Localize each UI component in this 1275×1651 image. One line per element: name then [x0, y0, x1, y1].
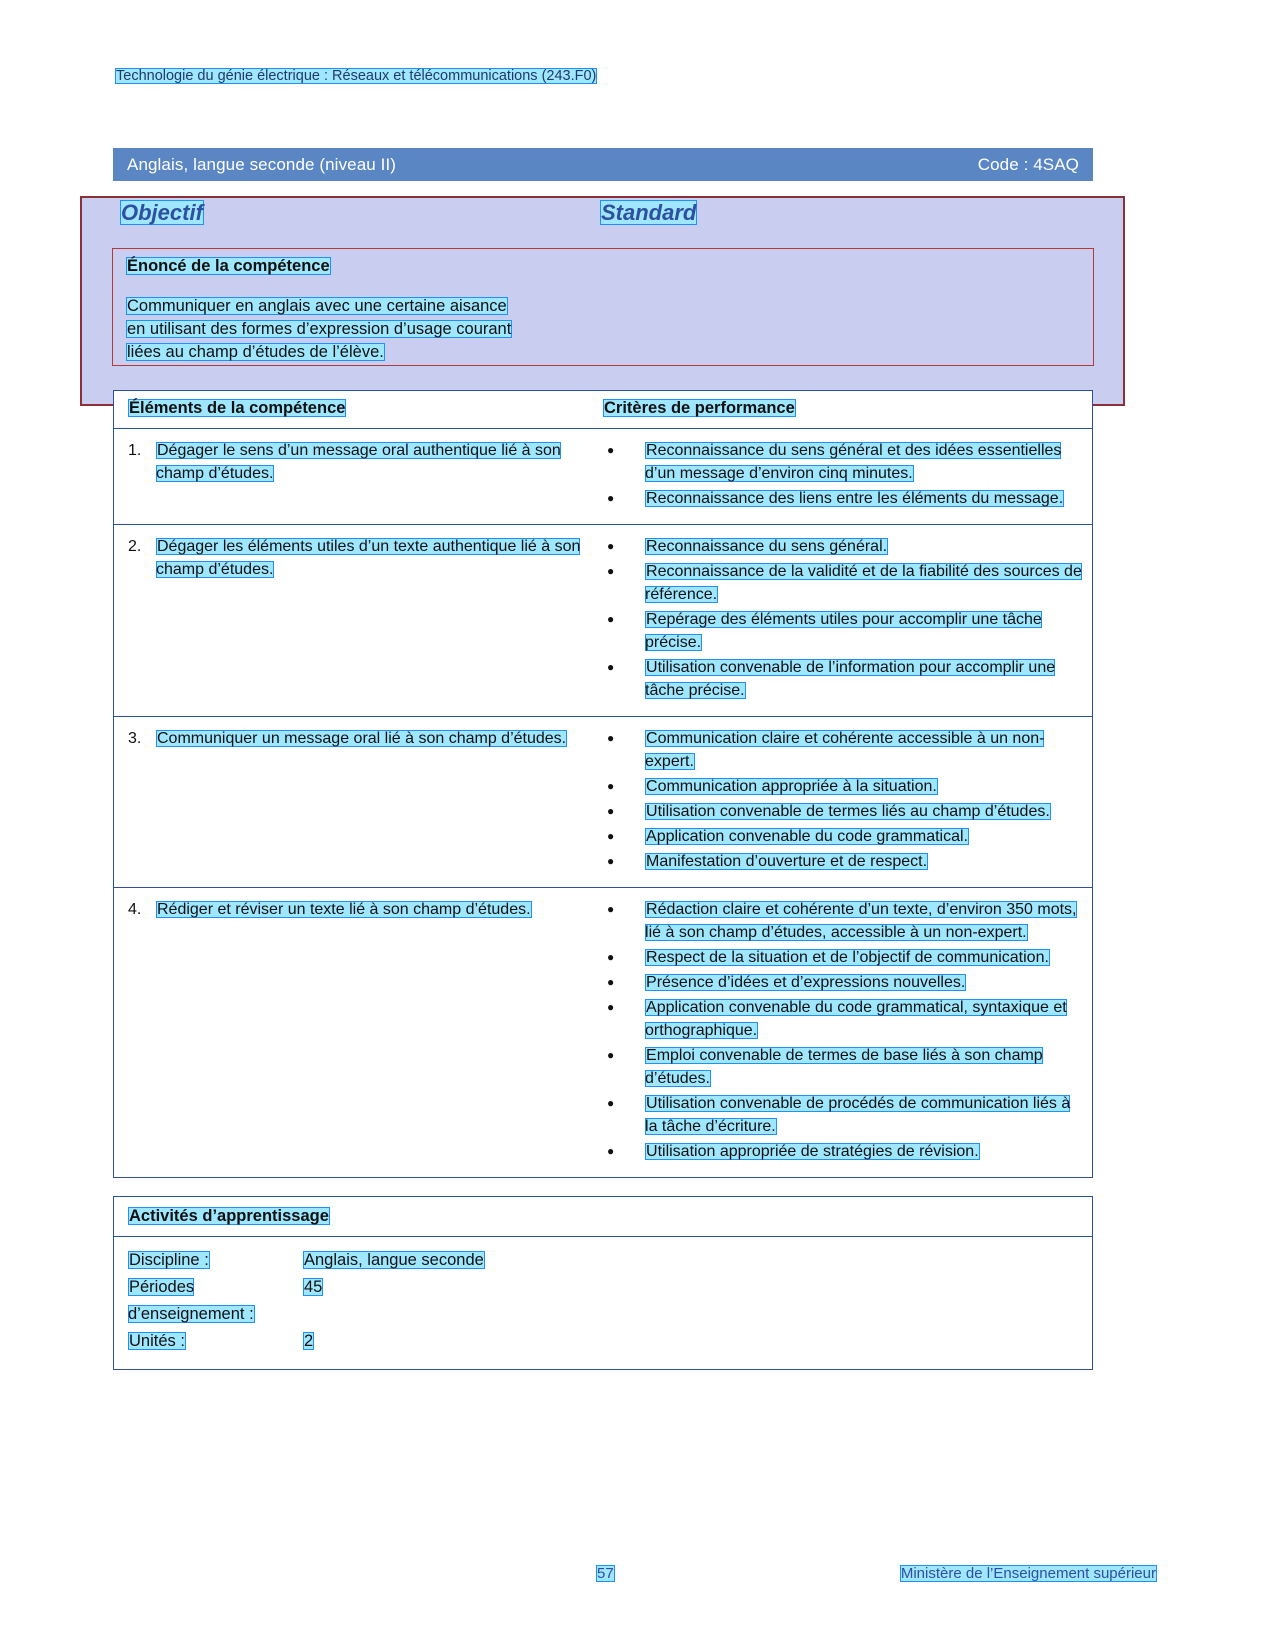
bullet-icon: ●: [607, 1048, 615, 1062]
element-number: 3.: [128, 730, 142, 747]
element-text: Dégager les éléments utiles d’un texte authentique lié à son champ d’études.: [156, 538, 581, 578]
element-cell: [114, 717, 603, 887]
criterion-text: Utilisation convenable de termes liés au champ d’études.: [646, 803, 1050, 820]
bullet-icon: ●: [607, 660, 615, 674]
criterion-text: Reconnaissance de la validité et de la fiabilité des sources de référence.: [645, 563, 1082, 603]
page-number: 57: [597, 1564, 614, 1582]
list-item: [603, 535, 1082, 558]
competency-table: [113, 390, 1093, 1178]
bullet-icon: ●: [607, 950, 615, 964]
bullet-icon: ●: [607, 804, 615, 818]
objectif-heading: [120, 200, 600, 226]
competency-statement-line: en utilisant des formes d’expression d’usage courant: [127, 320, 512, 338]
units-value: 2: [304, 1332, 314, 1350]
list-item: [603, 775, 1082, 798]
criteria-list: [603, 535, 1082, 702]
list-item: [603, 487, 1082, 510]
course-title-bar: [113, 148, 1093, 181]
criterion-text: Utilisation convenable de procédés de communication liés à la tâche d’écriture.: [645, 1095, 1071, 1135]
course-title: Anglais, langue seconde (niveau II): [127, 154, 397, 174]
list-item: [603, 1044, 1082, 1090]
criterion-text: Application convenable du code grammatical, syntaxique et orthographique.: [645, 999, 1067, 1039]
element-cell: [114, 888, 603, 1177]
competency-statement-line: liées au champ d’études de l’élève.: [127, 343, 384, 361]
table-row: [114, 429, 1092, 525]
objectif-heading-text: Objectif: [121, 200, 203, 225]
column-header-criteria: [603, 391, 1092, 428]
competency-statement-line: Communiquer en anglais avec une certaine aisance: [127, 297, 507, 315]
bullet-icon: ●: [607, 779, 615, 793]
criteria-cell: [603, 888, 1092, 1177]
criteria-list: [603, 898, 1082, 1163]
element-number: 2.: [128, 538, 142, 555]
course-code: Code : 4SAQ: [977, 154, 1079, 174]
bullet-icon: ●: [607, 491, 615, 505]
bullet-icon: ●: [607, 1144, 615, 1158]
list-item: [603, 727, 1082, 773]
criterion-text: Emploi convenable de termes de base liés à son champ d’études.: [645, 1047, 1043, 1087]
list-item: [603, 1140, 1082, 1163]
criterion-text: Reconnaissance du sens général.: [646, 538, 888, 555]
criterion-text: Reconnaissance des liens entre les éléments du message.: [646, 490, 1064, 507]
bullet-icon: ●: [607, 564, 615, 578]
list-item: [603, 996, 1082, 1042]
discipline-row: [128, 1247, 1078, 1274]
program-header-text: Technologie du génie électrique : Réseaux et télécommunications (243.F0): [116, 68, 597, 84]
ministry-name: Ministère de l’Enseignement supérieur: [900, 1564, 1156, 1582]
objective-standard-headings: [120, 200, 1110, 226]
criterion-text: Communication claire et cohérente accessible à un non-expert.: [645, 730, 1045, 770]
column-header-elements: [114, 391, 603, 428]
criterion-text: Utilisation appropriée de stratégies de révision.: [646, 1143, 979, 1160]
learning-activities-title: [114, 1197, 1092, 1237]
periods-value: 45: [304, 1278, 323, 1296]
element-number: 4.: [128, 901, 142, 918]
bullet-icon: ●: [607, 443, 615, 457]
program-header-note: [115, 68, 597, 84]
element-text: Communiquer un message oral lié à son champ d’études.: [157, 730, 567, 747]
criteria-list: [603, 727, 1082, 873]
standard-heading-text: Standard: [601, 200, 697, 225]
element-text: Dégager le sens d’un message oral authentique lié à son champ d’études.: [156, 442, 561, 482]
discipline-label: Discipline :: [129, 1251, 209, 1269]
table-row: [114, 525, 1092, 717]
standard-heading: [600, 200, 697, 226]
element-cell: [114, 429, 603, 524]
bullet-icon: ●: [607, 975, 615, 989]
criteria-cell: [603, 717, 1092, 887]
bullet-icon: ●: [607, 1096, 615, 1110]
bullet-icon: ●: [607, 731, 615, 745]
criterion-text: Communication appropriée à la situation.: [646, 778, 937, 795]
learning-activities-body: [114, 1237, 1092, 1369]
bullet-icon: ●: [607, 1000, 615, 1014]
criterion-text: Utilisation convenable de l’information pour accomplir une tâche précise.: [645, 659, 1056, 699]
table-row: [114, 717, 1092, 888]
element-text: Rédiger et réviser un texte lié à son champ d’études.: [157, 901, 531, 918]
list-item: [603, 656, 1082, 702]
bullet-icon: ●: [607, 612, 615, 626]
bullet-icon: ●: [607, 854, 615, 868]
learning-activities-box: [113, 1196, 1093, 1370]
list-item: [603, 800, 1082, 823]
column-header-elements-text: Éléments de la compétence: [129, 399, 346, 417]
criterion-text: Respect de la situation et de l’objectif de communication.: [646, 949, 1049, 966]
discipline-value: Anglais, langue seconde: [304, 1251, 484, 1269]
list-item: [603, 850, 1082, 873]
criteria-cell: [603, 525, 1092, 716]
criterion-text: Application convenable du code grammatical.: [646, 828, 968, 845]
units-row: [128, 1328, 1078, 1355]
periods-row: [128, 1274, 1078, 1328]
list-item: [603, 560, 1082, 606]
list-item: [603, 439, 1082, 485]
bullet-icon: ●: [607, 539, 615, 553]
list-item: [603, 971, 1082, 994]
competency-statement-text: [126, 295, 686, 364]
learning-activities-title-text: Activités d’apprentissage: [129, 1207, 329, 1225]
element-cell: [114, 525, 603, 716]
list-item: [603, 1092, 1082, 1138]
criterion-text: Rédaction claire et cohérente d’un texte, d’environ 350 mots, lié à son champ d’études, accessible à un non-expert.: [645, 901, 1077, 941]
criteria-list: [603, 439, 1082, 510]
list-item: [603, 608, 1082, 654]
periods-label: Périodes d’enseignement :: [128, 1278, 254, 1323]
competency-statement-title: [126, 257, 331, 276]
criterion-text: Manifestation d’ouverture et de respect.: [646, 853, 928, 870]
table-row: [114, 888, 1092, 1177]
bullet-icon: ●: [607, 902, 615, 916]
bullet-icon: ●: [607, 829, 615, 843]
list-item: [603, 946, 1082, 969]
column-header-criteria-text: Critères de performance: [604, 399, 795, 417]
table-header-row: [114, 391, 1092, 429]
list-item: [603, 825, 1082, 848]
units-label: Unités :: [129, 1332, 185, 1350]
competency-statement-title-text: Énoncé de la compétence: [127, 257, 330, 275]
list-item: [603, 898, 1082, 944]
criterion-text: Repérage des éléments utiles pour accomplir une tâche précise.: [645, 611, 1042, 651]
criterion-text: Présence d’idées et d’expressions nouvelles.: [646, 974, 966, 991]
criterion-text: Reconnaissance du sens général et des idées essentielles d’un message d’environ cinq minutes.: [645, 442, 1062, 482]
element-number: 1.: [128, 442, 142, 459]
criteria-cell: [603, 429, 1092, 524]
